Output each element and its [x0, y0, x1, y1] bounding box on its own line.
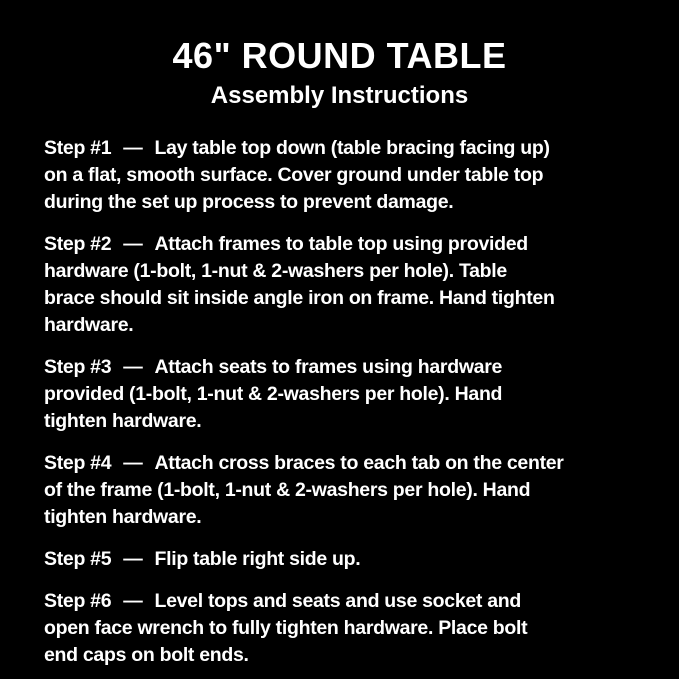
step-paragraph [44, 135, 649, 216]
step-line: brace should sit inside angle iron on frame. Hand tighten [44, 287, 555, 309]
em-dash: — [123, 548, 143, 570]
step-paragraph [44, 231, 649, 339]
step-line: provided (1-bolt, 1-nut & 2-washers per hole). Hand [44, 383, 503, 405]
step-line: on a flat, smooth surface. Cover ground under table top [44, 164, 544, 186]
step-line: tighten hardware. [44, 410, 202, 432]
step-line: open face wrench to fully tighten hardware. Place bolt [44, 617, 528, 639]
step-text: Level tops and seats and use socket and [154, 590, 521, 612]
step-label: Step #5 [44, 548, 112, 570]
em-dash: — [123, 356, 143, 378]
step-line: hardware (1-bolt, 1-nut & 2-washers per hole). Table [44, 260, 507, 282]
step-line: during the set up process to prevent damage. [44, 191, 454, 213]
step-label: Step #6 [44, 590, 112, 612]
step-label: Step #4 [44, 452, 112, 474]
step-text: Attach cross braces to each tab on the center [154, 452, 564, 474]
step-line [44, 354, 649, 381]
step-line: end caps on bolt ends. [44, 644, 249, 666]
step-line [44, 546, 649, 573]
steps-list [0, 135, 679, 669]
step-line: hardware. [44, 314, 134, 336]
step-paragraph [44, 588, 649, 669]
em-dash: — [123, 590, 143, 612]
step-label: Step #2 [44, 233, 112, 255]
step-text: Flip table right side up. [154, 548, 361, 570]
step-text: Lay table top down (table bracing facing up) [154, 137, 550, 159]
page-subtitle: Assembly Instructions [210, 82, 469, 109]
step-line [44, 450, 649, 477]
em-dash: — [123, 452, 143, 474]
step-line [44, 231, 649, 258]
step-line: of the frame (1-bolt, 1-nut & 2-washers per hole). Hand [44, 479, 531, 501]
em-dash: — [123, 233, 143, 255]
step-text: Attach seats to frames using hardware [154, 356, 503, 378]
step-line [44, 588, 649, 615]
poster-header [0, 0, 679, 110]
step-label: Step #1 [44, 137, 112, 159]
page-title: 46" ROUND TABLE [172, 35, 507, 76]
step-label: Step #3 [44, 356, 112, 378]
step-paragraph [44, 450, 649, 531]
step-paragraph [44, 546, 649, 573]
step-line: tighten hardware. [44, 506, 202, 528]
step-line [44, 135, 649, 162]
em-dash: — [123, 137, 143, 159]
step-text: Attach frames to table top using provided [154, 233, 528, 255]
step-paragraph [44, 354, 649, 435]
